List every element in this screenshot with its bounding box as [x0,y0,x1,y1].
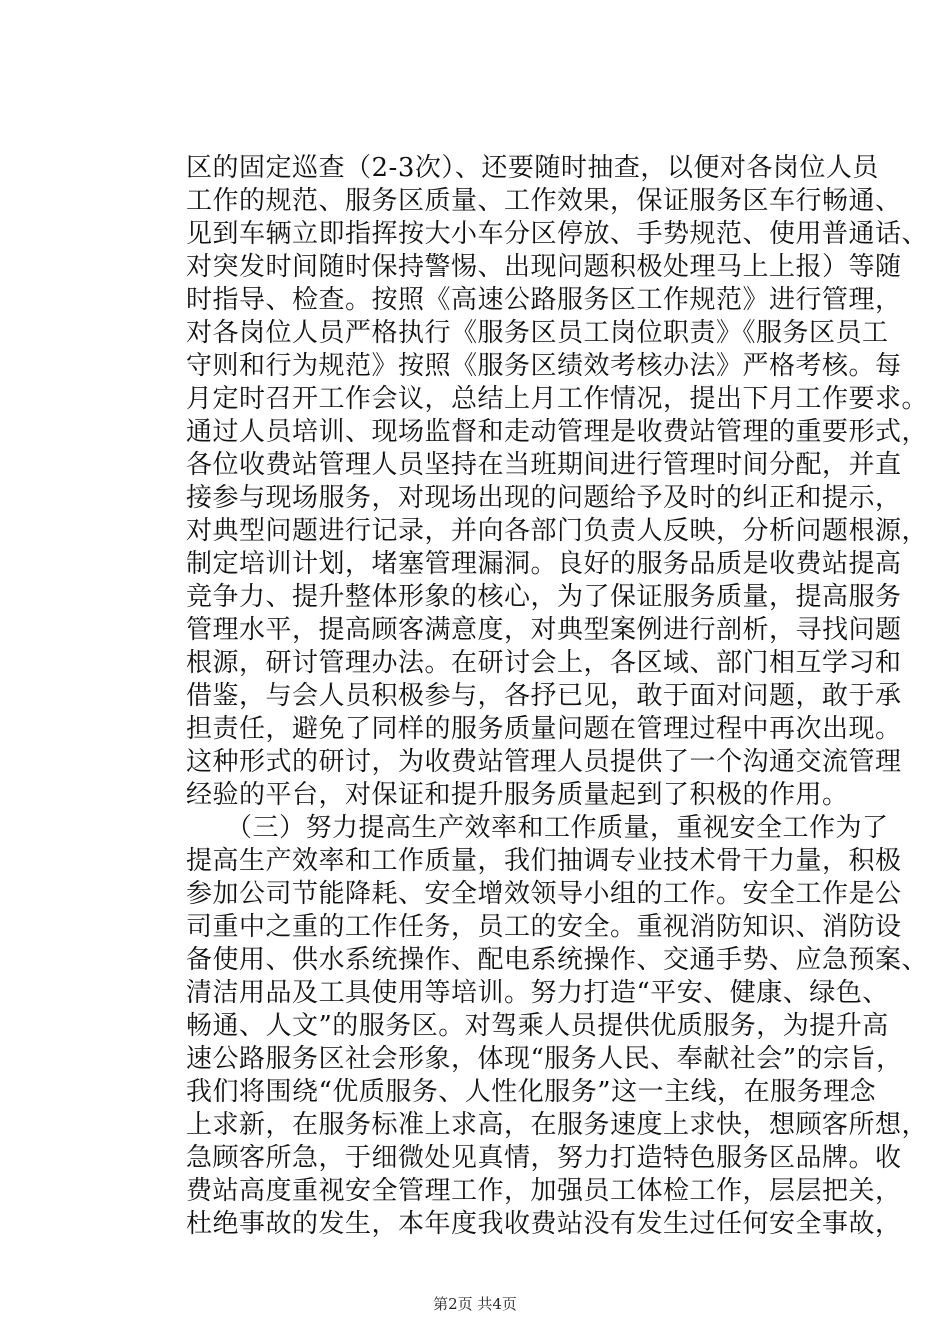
text-line: 上求新，在服务标准上求高，在服务速度上求快，想顾客所想， [186,1110,929,1140]
text-line: 守则和行为规范》按照《服务区绩效考核办法》严格考核。每 [186,351,902,381]
text-line: 区的固定巡查（2-3次）、还要随时抽查，以便对各岗位人员 [186,153,879,183]
document-body [186,152,929,1241]
text-line: 借鉴，与会人员积极参与，各抒已见，敢于面对问题，敢于承 [186,681,902,711]
text-line: 这种形式的研讨，为收费站管理人员提供了一个沟通交流管理 [186,747,902,777]
text-line: 经验的平台，对保证和提升服务质量起到了积极的作用。 [186,780,849,810]
section-heading-line: （三）努力提高生产效率和工作质量，重视安全工作为了 [186,813,889,843]
text-line: 提高生产效率和工作质量，我们抽调专业技术骨干力量，积极 [186,846,902,876]
text-line: 参加公司节能降耗、安全增效领导小组的工作。安全工作是公 [186,879,902,909]
text-line: 接参与现场服务，对现场出现的问题给予及时的纠正和提示， [186,483,902,513]
text-line: 畅通、人文”的服务区。对驾乘人员提供优质服务，为提升高 [186,1011,889,1041]
text-line: 制定培训计划，堵塞管理漏洞。良好的服务品质是收费站提高 [186,549,902,579]
text-line: 通过人员培训、现场监督和走动管理是收费站管理的重要形式， [186,417,929,447]
text-line: 杜绝事故的发生，本年度我收费站没有发生过任何安全事故， [186,1209,902,1239]
text-line: 司重中之重的工作任务，员工的安全。重视消防知识、消防设 [186,912,902,942]
text-line: 速公路服务区社会形象，体现“服务人民、奉献社会”的宗旨， [186,1044,903,1074]
text-line: 工作的规范、服务区质量、工作效果，保证服务区车行畅通、 [186,186,902,216]
text-line: 时指导、检查。按照《高速公路服务区工作规范》进行管理， [186,285,902,315]
text-line: 见到车辆立即指挥按大小车分区停放、手势规范、使用普通话、 [186,219,929,249]
text-line: 担责任，避免了同样的服务质量问题在管理过程中再次出现。 [186,714,902,744]
text-line: 管理水平，提高顾客满意度，对典型案例进行剖析，寻找问题 [186,615,902,645]
text-line: 月定时召开工作会议，总结上月工作情况，提出下月工作要求。 [186,384,929,414]
text-line: 根源，研讨管理办法。在研讨会上，各区域、部门相互学习和 [186,648,902,678]
text-line: 各位收费站管理人员坚持在当班期间进行管理时间分配，并直 [186,450,902,480]
page-number: 第2页 共4页 [433,1295,517,1313]
text-line: 对各岗位人员严格执行《服务区员工岗位职责》《服务区员工 [186,318,889,348]
text-line: 竞争力、提升整体形象的核心，为了保证服务质量，提高服务 [186,582,902,612]
text-line: 清洁用品及工具使用等培训。努力打造“平安、健康、绿色、 [186,978,889,1008]
text-line: 我们将围绕“优质服务、人性化服务”这一主线，在服务理念 [186,1077,877,1107]
text-line: 备使用、供水系统操作、配电系统操作、交通手势、应急预案、 [186,945,929,975]
text-line: 费站高度重视安全管理工作，加强员工体检工作，层层把关， [186,1176,902,1206]
text-line: 对突发时间随时保持警惕、出现问题积极处理马上上报）等随 [186,252,902,282]
text-line: 对典型问题进行记录，并向各部门负责人反映，分析问题根源， [186,516,929,546]
text-line: 急顾客所急，于细微处见真情，努力打造特色服务区品牌。收 [186,1143,902,1173]
